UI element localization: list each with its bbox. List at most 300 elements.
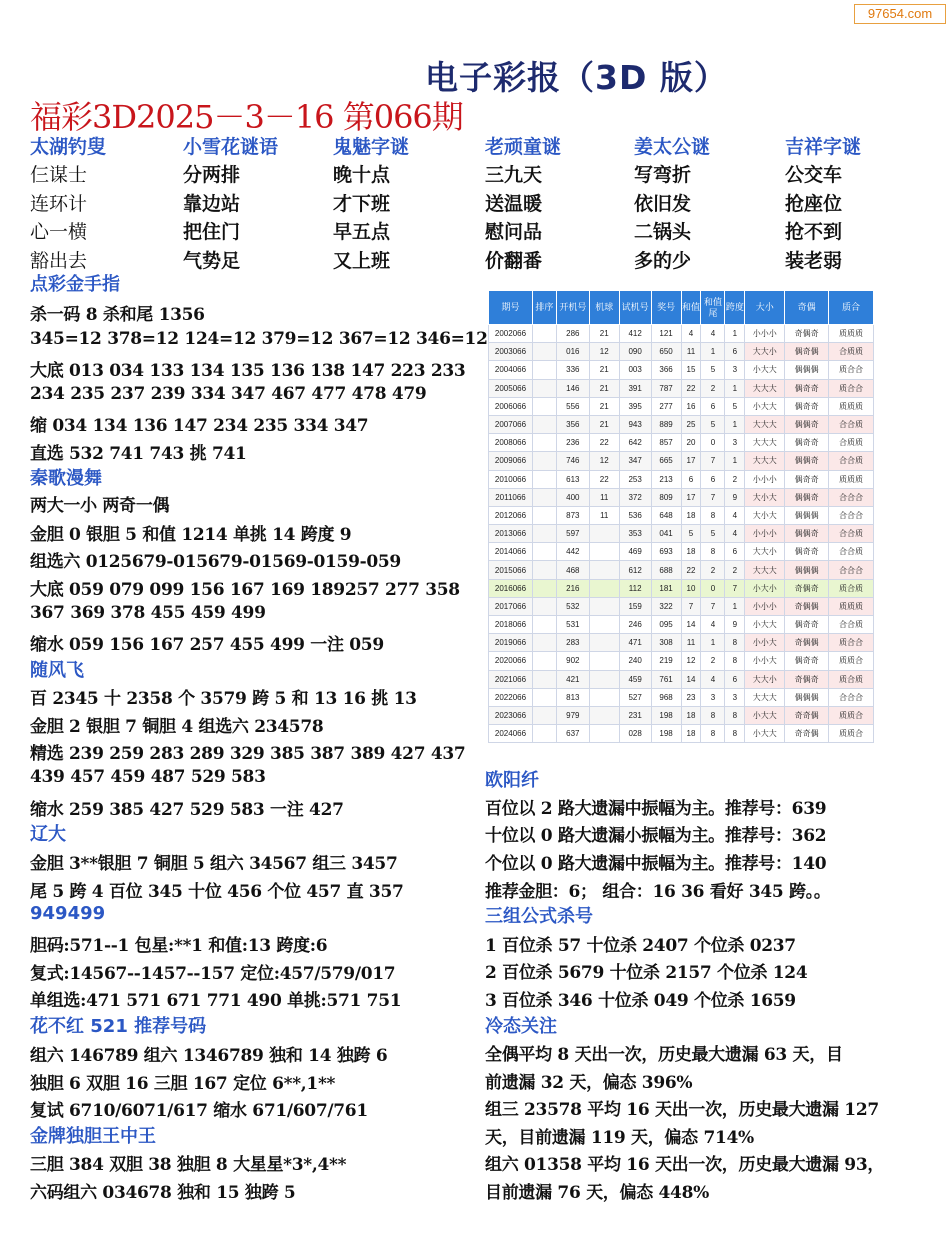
table-cell: 质合合 (829, 379, 874, 397)
table-cell: 20 (681, 434, 701, 452)
table-cell: 8 (701, 543, 725, 561)
table-cell: 11 (681, 634, 701, 652)
section-heading: 花不红 521 推荐号码 (30, 1016, 207, 1037)
table-cell: 2019066 (489, 634, 533, 652)
riddle-column (30, 132, 180, 274)
table-cell: 322 (651, 597, 681, 615)
table-cell: 11 (589, 506, 619, 524)
table-cell: 8 (701, 725, 725, 743)
section-line: 百 2345 十 2358 个 3579 跨 5 和 13 16 挑 13 (30, 689, 417, 709)
section-line: 组三 23578 平均 16 天出一次，历史最大遗漏 127 (485, 1100, 879, 1120)
table-cell: 25 (681, 415, 701, 433)
table-cell: 合合合 (829, 488, 874, 506)
table-cell: 2 (725, 470, 745, 488)
table-header-cell: 试机号 (619, 291, 651, 325)
table-cell: 0 (701, 579, 725, 597)
table-cell: 219 (651, 652, 681, 670)
table-cell (532, 706, 556, 724)
table-cell: 391 (619, 379, 651, 397)
table-row (489, 579, 874, 597)
table-cell: 2003066 (489, 343, 533, 361)
section-line: 缩 034 134 136 147 234 235 334 347 (30, 416, 369, 436)
riddle-item: 公交车 (785, 164, 843, 186)
table-cell: 2013066 (489, 525, 533, 543)
table-cell: 大大小 (745, 343, 785, 361)
section-line: 345=12 378=12 124=12 379=12 367=12 346=12 (30, 329, 488, 349)
riddle-head: 鬼魅字谜 (333, 136, 410, 158)
table-cell: 1 (701, 634, 725, 652)
table-cell: 2024066 (489, 725, 533, 743)
table-cell (589, 579, 619, 597)
table-cell: 2 (701, 652, 725, 670)
table-cell: 353 (619, 525, 651, 543)
table-cell: 231 (619, 706, 651, 724)
table-row (489, 452, 874, 470)
table-cell: 8 (725, 634, 745, 652)
table-cell: 奇奇偶 (785, 725, 829, 743)
table-cell: 14 (681, 616, 701, 634)
table-cell: 大小大 (745, 506, 785, 524)
table-row (489, 470, 874, 488)
table-cell (532, 361, 556, 379)
table-row (489, 688, 874, 706)
section-line: 单组选:471 571 671 771 490 单挑:571 751 (30, 991, 402, 1011)
table-cell: 偶奇奇 (785, 434, 829, 452)
table-cell: 18 (681, 543, 701, 561)
riddle-column (485, 132, 635, 274)
table-cell: 奇奇偶 (785, 706, 829, 724)
riddle-column (634, 132, 784, 274)
table-cell: 532 (556, 597, 589, 615)
table-cell: 372 (619, 488, 651, 506)
table-cell: 17 (681, 488, 701, 506)
table-cell: 偶偶偶 (785, 361, 829, 379)
section-line: 胆码:571--1 包星:**1 和值:13 跨度:6 (30, 936, 328, 956)
table-cell: 159 (619, 597, 651, 615)
table-cell: 4 (725, 525, 745, 543)
riddle-item: 分两排 (183, 164, 241, 186)
section-line: 大底 059 079 099 156 167 169 189257 277 358 (30, 580, 460, 600)
table-cell: 小小大 (745, 634, 785, 652)
section-line: 两大一小 两奇一偶 (30, 496, 170, 516)
riddle-item: 抢不到 (785, 221, 843, 243)
section-line: 组六 146789 组六 1346789 独和 14 独跨 6 (30, 1046, 388, 1066)
table-cell: 奇偶奇 (785, 325, 829, 343)
table-cell: 459 (619, 670, 651, 688)
table-cell: 688 (651, 561, 681, 579)
section-line: 十位以 0 路大遗漏小振幅为主。推荐号：362 (485, 826, 827, 846)
riddle-item: 多的少 (634, 249, 692, 272)
riddle-item: 早五点 (333, 221, 391, 243)
table-cell: 偶偶偶 (785, 688, 829, 706)
table-cell: 小大大 (745, 725, 785, 743)
table-cell: 小小小 (745, 597, 785, 615)
table-cell: 2011066 (489, 488, 533, 506)
table-cell: 小小小 (745, 325, 785, 343)
table-cell (532, 452, 556, 470)
table-cell: 421 (556, 670, 589, 688)
riddle-item: 送温暖 (485, 192, 543, 215)
table-cell: 14 (681, 670, 701, 688)
table-cell (532, 616, 556, 634)
table-row (489, 415, 874, 433)
table-row (489, 670, 874, 688)
table-cell: 6 (725, 670, 745, 688)
table-cell: 大大大 (745, 561, 785, 579)
table-cell: 902 (556, 652, 589, 670)
riddle-item: 写弯折 (634, 164, 692, 186)
table-cell: 8 (725, 706, 745, 724)
table-cell: 4 (725, 506, 745, 524)
riddle-item: 连环计 (30, 192, 88, 215)
table-cell: 2018066 (489, 616, 533, 634)
table-cell: 偶奇奇 (785, 652, 829, 670)
riddle-column (333, 132, 483, 274)
table-cell: 181 (651, 579, 681, 597)
table-cell: 442 (556, 543, 589, 561)
table-cell: 216 (556, 579, 589, 597)
table-cell: 质质合 (829, 725, 874, 743)
table-cell (589, 706, 619, 724)
table-cell: 2006066 (489, 397, 533, 415)
table-cell: 693 (651, 543, 681, 561)
riddle-item: 气势足 (183, 249, 241, 272)
table-cell: 6 (701, 397, 725, 415)
table-cell: 小大大 (745, 397, 785, 415)
table-row (489, 361, 874, 379)
table-cell: 大大大 (745, 688, 785, 706)
table-row (489, 434, 874, 452)
riddle-item: 抢座位 (785, 192, 843, 215)
table-cell: 336 (556, 361, 589, 379)
table-cell: 2004066 (489, 361, 533, 379)
table-cell: 7 (701, 488, 725, 506)
table-cell: 597 (556, 525, 589, 543)
table-cell: 556 (556, 397, 589, 415)
section-line: 组六 01358 平均 16 天出一次，历史最大遗漏 93， (485, 1155, 885, 1175)
table-cell: 1 (725, 379, 745, 397)
table-cell: 大大大 (745, 434, 785, 452)
table-cell: 041 (651, 525, 681, 543)
table-cell: 236 (556, 434, 589, 452)
table-cell: 612 (619, 561, 651, 579)
table-cell: 偶偶偶 (785, 561, 829, 579)
section-line: 2 百位杀 5679 十位杀 2157 个位杀 124 (485, 963, 808, 983)
section-line: 推荐金胆：6； 组合：16 36 看好 345 跨。。 (485, 882, 831, 902)
table-cell: 质合合 (829, 361, 874, 379)
table-cell (532, 597, 556, 615)
table-header-cell: 排序 (532, 291, 556, 325)
table-cell: 527 (619, 688, 651, 706)
table-cell: 质合合 (829, 634, 874, 652)
table-header-cell: 开机号 (556, 291, 589, 325)
table-cell: 质质质 (829, 597, 874, 615)
table-cell: 2 (725, 561, 745, 579)
table-cell: 2023066 (489, 706, 533, 724)
table-row (489, 706, 874, 724)
section-line: 金胆 2 银胆 7 铜胆 4 组选六 234578 (30, 717, 324, 737)
section-line: 缩水 259 385 427 529 583 一注 427 (30, 800, 344, 820)
table-cell: 6 (701, 470, 725, 488)
table-header-cell: 机球 (589, 291, 619, 325)
table-cell: 小小大 (745, 652, 785, 670)
section-heading: 点彩金手指 (30, 274, 120, 295)
table-cell: 5 (701, 415, 725, 433)
table-cell: 奇偶奇 (785, 670, 829, 688)
section-line: 复试 6710/6071/617 缩水 671/607/761 (30, 1101, 368, 1121)
table-cell: 2014066 (489, 543, 533, 561)
table-cell: 奇偶奇 (785, 579, 829, 597)
table-cell: 合质质 (829, 343, 874, 361)
table-cell: 3 (725, 688, 745, 706)
table-cell: 偶奇奇 (785, 397, 829, 415)
table-cell: 合合质 (829, 415, 874, 433)
table-cell: 合合质 (829, 616, 874, 634)
section-line: 天，目前遗漏 119 天，偏态 714% (485, 1128, 754, 1148)
table-cell (532, 670, 556, 688)
table-cell: 23 (681, 688, 701, 706)
table-cell: 质质合 (829, 706, 874, 724)
table-cell: 合合质 (829, 543, 874, 561)
table-row (489, 506, 874, 524)
section-heading: 欧阳纤 (485, 770, 539, 791)
section-line: 三胆 384 双胆 38 独胆 8 大星星*3*,4** (30, 1155, 347, 1175)
section-line: 金胆 3**银胆 7 铜胆 5 组六 34567 组三 3457 (30, 854, 398, 874)
table-cell: 198 (651, 706, 681, 724)
table-cell: 2002066 (489, 325, 533, 343)
section-line: 杀一码 8 杀和尾 1356 (30, 305, 205, 325)
table-cell: 2 (701, 379, 725, 397)
table-cell: 大大大 (745, 415, 785, 433)
table-cell: 5 (701, 361, 725, 379)
history-table (488, 290, 874, 743)
section-line: 百位以 2 路大遗漏中振幅为主。推荐号：639 (485, 799, 827, 819)
table-cell: 469 (619, 543, 651, 561)
table-cell: 412 (619, 325, 651, 343)
table-cell (589, 652, 619, 670)
riddle-item: 仨谋士 (30, 164, 88, 186)
table-cell: 889 (651, 415, 681, 433)
section-heading: 949499 (30, 903, 106, 924)
table-cell: 7 (725, 579, 745, 597)
table-cell (532, 434, 556, 452)
table-cell: 746 (556, 452, 589, 470)
table-cell: 286 (556, 325, 589, 343)
table-row (489, 343, 874, 361)
table-cell: 偶偶奇 (785, 415, 829, 433)
section-line: 439 457 459 487 529 583 (30, 767, 266, 787)
table-cell (532, 325, 556, 343)
table-cell: 3 (725, 361, 745, 379)
table-cell: 奇偶偶 (785, 634, 829, 652)
table-body (489, 325, 874, 743)
table-cell: 7 (701, 597, 725, 615)
table-cell: 003 (619, 361, 651, 379)
table-cell: 2016066 (489, 579, 533, 597)
table-cell: 2 (701, 561, 725, 579)
table-cell: 7 (681, 597, 701, 615)
table-cell: 943 (619, 415, 651, 433)
section-line: 1 百位杀 57 十位杀 2407 个位杀 0237 (485, 936, 796, 956)
section-heading: 冷态关注 (485, 1016, 557, 1037)
section-heading: 秦歌漫舞 (30, 468, 102, 489)
table-cell: 761 (651, 670, 681, 688)
table-cell: 1 (725, 415, 745, 433)
riddle-item: 靠边站 (183, 192, 241, 215)
table-cell: 9 (725, 616, 745, 634)
table-cell: 偶偶奇 (785, 488, 829, 506)
table-cell: 质质质 (829, 397, 874, 415)
table-cell: 531 (556, 616, 589, 634)
table-cell (589, 688, 619, 706)
table-row (489, 325, 874, 343)
table-header-cell: 质合 (829, 291, 874, 325)
table-cell: 8 (725, 725, 745, 743)
table-header-cell: 大小 (745, 291, 785, 325)
table-row (489, 379, 874, 397)
table-cell (589, 616, 619, 634)
riddle-item: 依旧发 (634, 192, 692, 215)
table-cell: 366 (651, 361, 681, 379)
section-line: 367 369 378 455 459 499 (30, 603, 266, 623)
table-cell: 637 (556, 725, 589, 743)
table-cell: 1 (701, 343, 725, 361)
table-cell: 18 (681, 506, 701, 524)
table-row (489, 597, 874, 615)
table-cell: 2008066 (489, 434, 533, 452)
table-cell: 合合质 (829, 525, 874, 543)
section-line: 独胆 6 双胆 16 三胆 167 定位 6**,1** (30, 1074, 336, 1094)
table-cell: 650 (651, 343, 681, 361)
table-cell: 198 (651, 725, 681, 743)
section-line: 234 235 237 239 334 347 467 477 478 479 (30, 384, 427, 404)
table-cell (589, 725, 619, 743)
riddle-item: 豁出去 (30, 249, 88, 272)
riddle-head: 太湖钓叟 (30, 136, 107, 158)
table-cell: 12 (589, 452, 619, 470)
table-cell: 质合质 (829, 579, 874, 597)
section-line: 组选六 0125679-015679-01569-0159-059 (30, 552, 401, 572)
table-cell (532, 652, 556, 670)
table-cell: 2022066 (489, 688, 533, 706)
table-cell (589, 634, 619, 652)
table-cell: 283 (556, 634, 589, 652)
table-cell (532, 525, 556, 543)
table-cell: 6 (681, 470, 701, 488)
table-cell: 22 (589, 470, 619, 488)
table-header-row (489, 291, 874, 325)
table-cell: 12 (681, 652, 701, 670)
table-cell: 787 (651, 379, 681, 397)
table-cell: 6 (725, 343, 745, 361)
table-cell (532, 343, 556, 361)
table-cell: 642 (619, 434, 651, 452)
table-cell: 121 (651, 325, 681, 343)
table-cell: 21 (589, 361, 619, 379)
table-row (489, 543, 874, 561)
table-cell: 偶偶奇 (785, 525, 829, 543)
table-cell: 2021066 (489, 670, 533, 688)
riddle-head: 老顽童谜 (485, 136, 562, 158)
table-cell: 5 (701, 525, 725, 543)
table-cell: 277 (651, 397, 681, 415)
table-cell (532, 397, 556, 415)
table-cell (532, 688, 556, 706)
table-cell: 1 (725, 452, 745, 470)
table-cell: 15 (681, 361, 701, 379)
table-cell: 大大小 (745, 543, 785, 561)
table-cell: 17 (681, 452, 701, 470)
table-cell: 偶奇奇 (785, 470, 829, 488)
table-cell: 240 (619, 652, 651, 670)
table-cell: 奇偶偶 (785, 597, 829, 615)
table-cell: 大大大 (745, 379, 785, 397)
table-cell: 质合质 (829, 670, 874, 688)
riddle-item: 装老弱 (785, 249, 843, 272)
table-cell (532, 379, 556, 397)
table-cell: 090 (619, 343, 651, 361)
table-cell: 813 (556, 688, 589, 706)
table-cell: 2009066 (489, 452, 533, 470)
table-header-cell: 奖号 (651, 291, 681, 325)
table-cell: 246 (619, 616, 651, 634)
section-line: 精选 239 259 283 289 329 385 387 389 427 437 (30, 744, 466, 764)
table-cell: 合合质 (829, 452, 874, 470)
table-cell (532, 634, 556, 652)
table-cell: 8 (701, 506, 725, 524)
riddle-column (183, 132, 333, 274)
riddle-item: 心一横 (30, 221, 88, 243)
section-heading: 随风飞 (30, 660, 84, 681)
table-cell: 大大大 (745, 452, 785, 470)
issue-heading: 福彩3D2025－3－16 第066期 (30, 98, 463, 136)
table-cell: 2017066 (489, 597, 533, 615)
table-cell: 21 (589, 397, 619, 415)
section-line: 直选 532 741 743 挑 741 (30, 444, 247, 464)
table-cell: 22 (589, 434, 619, 452)
section-heading: 辽大 (30, 824, 66, 845)
table-cell: 4 (701, 616, 725, 634)
table-cell: 665 (651, 452, 681, 470)
table-cell: 10 (681, 579, 701, 597)
riddle-item: 晚十点 (333, 164, 391, 186)
table-cell: 小大大 (745, 616, 785, 634)
table-cell: 347 (619, 452, 651, 470)
table-cell: 395 (619, 397, 651, 415)
table-cell: 468 (556, 561, 589, 579)
table-cell: 112 (619, 579, 651, 597)
table-cell: 146 (556, 379, 589, 397)
table-cell (589, 543, 619, 561)
table-header-cell: 跨度 (725, 291, 745, 325)
section-line: 大底 013 034 133 134 135 136 138 147 223 233 (30, 361, 466, 381)
table-cell: 613 (556, 470, 589, 488)
table-cell: 偶奇奇 (785, 543, 829, 561)
table-cell: 小小小 (745, 470, 785, 488)
table-cell (532, 579, 556, 597)
table-cell: 028 (619, 725, 651, 743)
table-cell (532, 506, 556, 524)
table-cell: 合质质 (829, 434, 874, 452)
table-header-cell: 和值尾 (701, 291, 725, 325)
section-line: 3 百位杀 346 十位杀 049 个位杀 1659 (485, 991, 796, 1011)
table-header-cell: 和值 (681, 291, 701, 325)
section-line: 复式:14567--1457--157 定位:457/579/017 (30, 964, 396, 984)
table-cell: 质质质 (829, 470, 874, 488)
table-cell: 质质合 (829, 652, 874, 670)
table-cell: 253 (619, 470, 651, 488)
table-cell: 095 (651, 616, 681, 634)
